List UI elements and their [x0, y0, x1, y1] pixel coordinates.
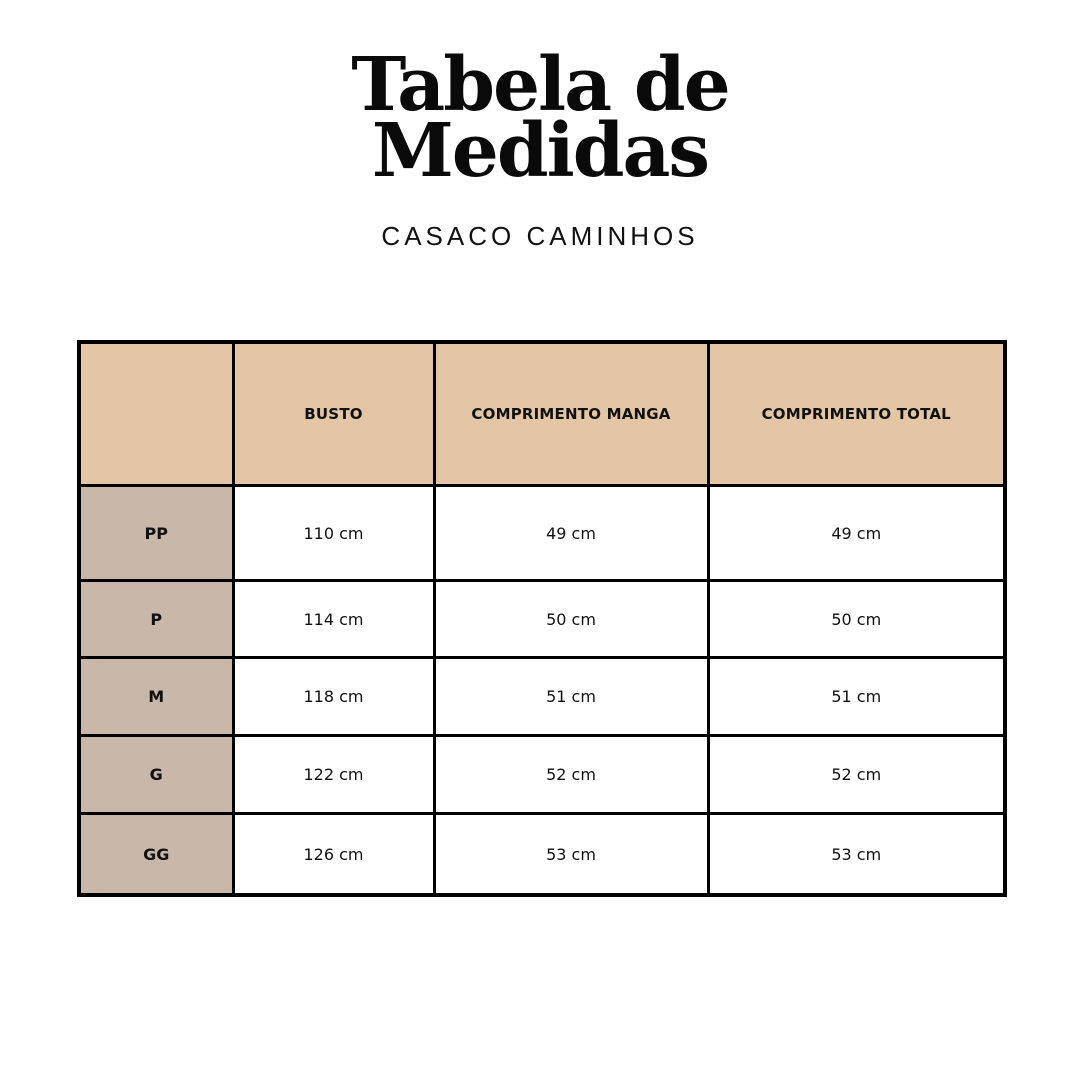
size-label: P [79, 581, 233, 658]
manga-value: 52 cm [434, 736, 708, 814]
manga-value: 51 cm [434, 658, 708, 736]
header-comprimento-manga: COMPRIMENTO MANGA [434, 342, 708, 486]
table-header-row [79, 342, 1005, 486]
busto-value: 110 cm [233, 486, 434, 581]
size-table [77, 340, 1007, 897]
total-value: 50 cm [708, 581, 1005, 658]
total-value: 51 cm [708, 658, 1005, 736]
size-label: M [79, 658, 233, 736]
busto-value: 114 cm [233, 581, 434, 658]
size-label: PP [79, 486, 233, 581]
table-row [79, 486, 1005, 581]
manga-value: 50 cm [434, 581, 708, 658]
header-busto: BUSTO [233, 342, 434, 486]
size-label: G [79, 736, 233, 814]
manga-value: 53 cm [434, 814, 708, 896]
busto-value: 126 cm [233, 814, 434, 896]
product-subtitle: CASACO CAMINHOS [381, 221, 699, 251]
total-value: 53 cm [708, 814, 1005, 896]
title-line-1: Tabela de [351, 42, 729, 128]
header-corner-cell [79, 342, 233, 486]
total-value: 49 cm [708, 486, 1005, 581]
table-row [79, 736, 1005, 814]
table-row [79, 581, 1005, 658]
table-row [79, 814, 1005, 896]
busto-value: 122 cm [233, 736, 434, 814]
size-label: GG [79, 814, 233, 896]
title-line-2: Medidas [371, 108, 709, 194]
busto-value: 118 cm [233, 658, 434, 736]
header-comprimento-total: COMPRIMENTO TOTAL [708, 342, 1005, 486]
total-value: 52 cm [708, 736, 1005, 814]
page-title [0, 42, 1080, 194]
manga-value: 49 cm [434, 486, 708, 581]
table-row [79, 658, 1005, 736]
